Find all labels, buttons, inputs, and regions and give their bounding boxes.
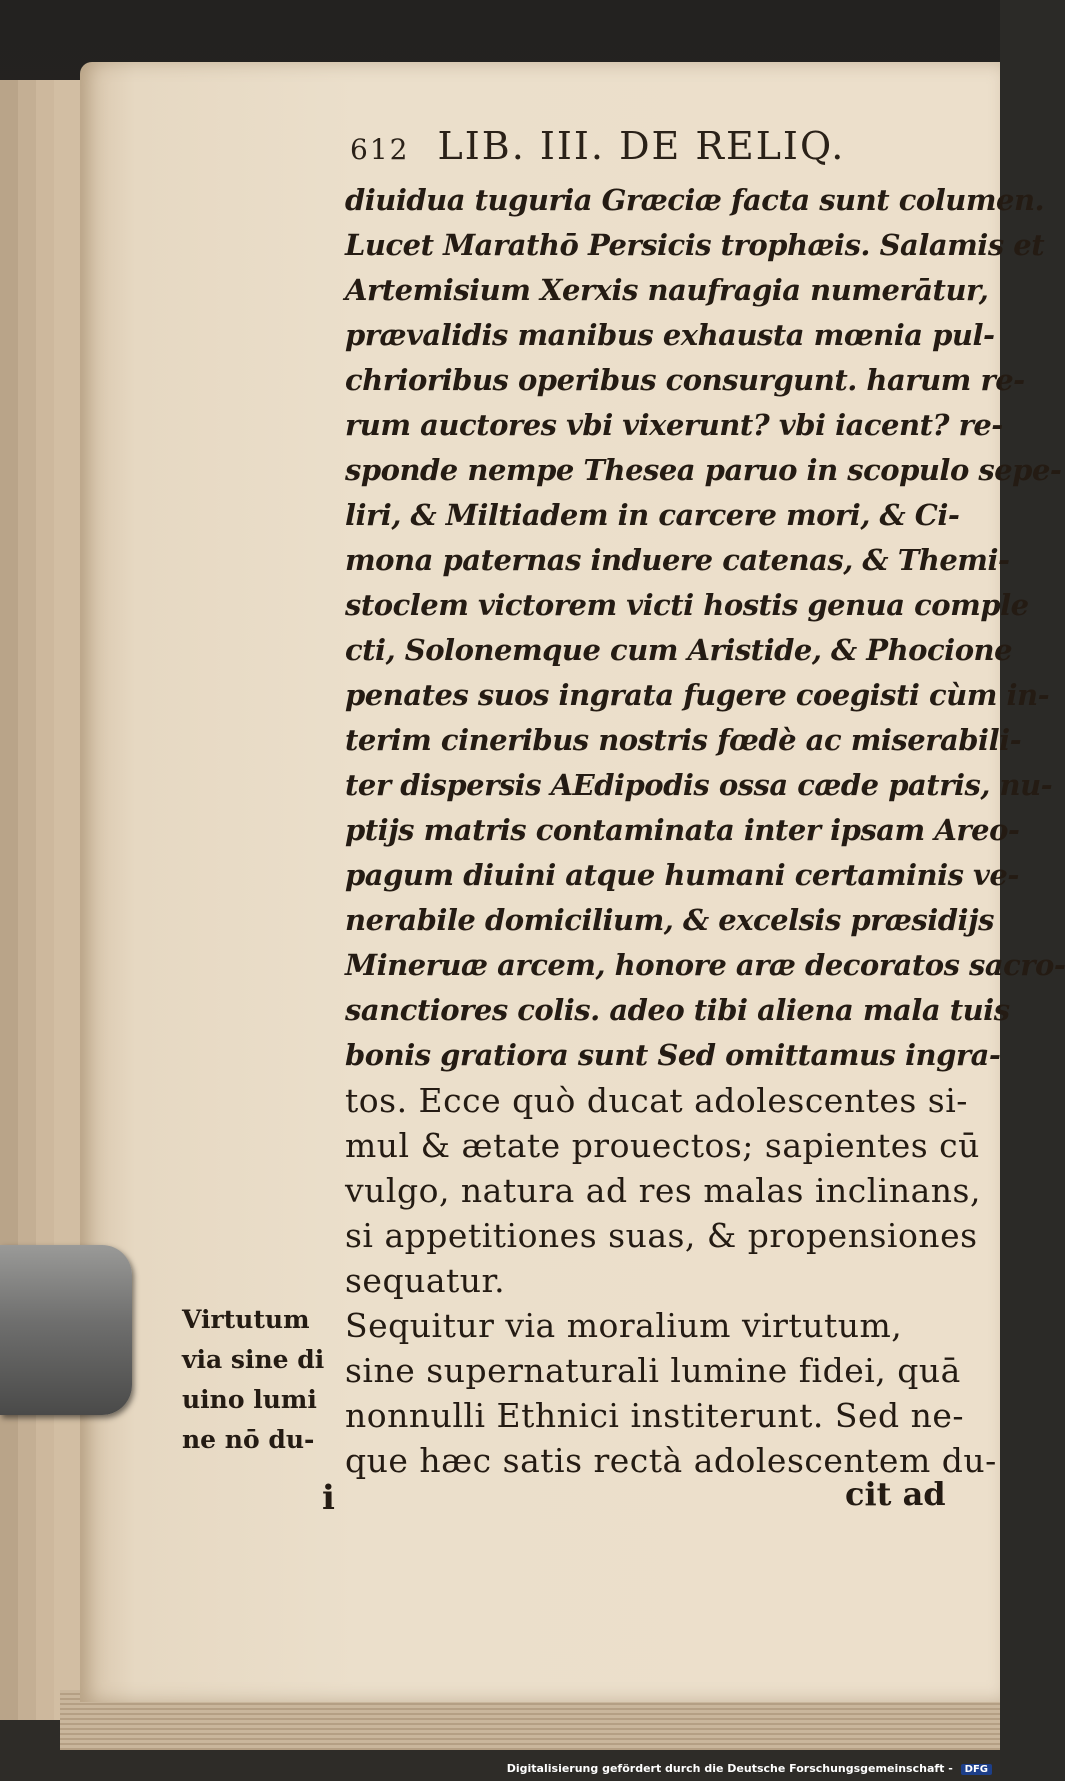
book-clip — [0, 1245, 132, 1415]
text-line: vulgo, natura ad res malas inclinans, — [345, 1171, 981, 1210]
body-text — [345, 178, 1065, 1483]
text-line: Lucet Marathō Persicis trophæis. Salamis et — [345, 228, 1045, 262]
text-line: si appetitiones suas, & propensiones — [345, 1216, 978, 1255]
text-line: terim cineribus nostris fœdè ac miserabili- — [345, 723, 1022, 757]
text-line: nonnulli Ethnici institerunt. Sed ne- — [345, 1396, 965, 1435]
text-line: diuidua tuguria Græciæ facta sunt columen. — [345, 183, 1045, 217]
page-number: 612 — [350, 133, 410, 166]
footer-credit — [507, 1762, 992, 1775]
text-line: cti, Solonemque cum Aristide, & Phocione — [345, 633, 1013, 667]
text-line: sanctiores colis. adeo tibi aliena mala tuis — [345, 993, 1010, 1027]
dfg-logo: DFG — [961, 1764, 992, 1775]
running-title: LIB. III. DE RELIQ. — [437, 124, 846, 168]
text-line: sequatur. — [345, 1261, 506, 1300]
text-line: rum auctores vbi vixerunt? vbi iacent? re- — [345, 408, 1003, 442]
text-line: Artemisium Xerxis naufragia numerātur, — [345, 273, 989, 307]
margin-note — [182, 1300, 342, 1460]
text-line: stoclem victorem victi hostis genua comple — [345, 588, 1029, 622]
text-line: que hæc satis rectà adolescentem du- — [345, 1441, 997, 1480]
text-line: bonis gratiora sunt Sed omittamus ingra- — [345, 1038, 1001, 1072]
margin-note-line: ne nō du- — [182, 1425, 315, 1454]
margin-note-line: uino lumi — [182, 1385, 317, 1414]
text-line: Mineruæ arcem, honore aræ decoratos sacro- — [345, 948, 1065, 982]
text-line: tos. Ecce quò ducat adolescentes si- — [345, 1081, 968, 1120]
text-line: liri, & Miltiadem in carcere mori, & Ci- — [345, 498, 960, 532]
text-line: Sequitur via moralium virtutum, — [345, 1306, 903, 1345]
text-line: mona paternas induere catenas, & Themi- — [345, 543, 1010, 577]
footer-credit-text: Digitalisierung gefördert durch die Deutsche Forschungsgemeinschaft - — [506, 1762, 953, 1775]
text-line: prævalidis manibus exhausta mœnia pul- — [345, 318, 995, 352]
signature-mark: i — [322, 1478, 335, 1518]
catchword: cit ad — [845, 1475, 946, 1513]
margin-note-line: via sine di — [182, 1345, 325, 1374]
text-line: ptijs matris contaminata inter ipsam Areo- — [345, 813, 1020, 847]
text-line: pagum diuini atque humani certaminis ve- — [345, 858, 1019, 892]
text-line: penates suos ingrata fugere coegisti cùm in- — [345, 678, 1050, 712]
text-line: chrioribus operibus consurgunt. harum re- — [345, 363, 1025, 397]
margin-note-line: Virtutum — [182, 1305, 310, 1334]
text-line: sine supernaturali lumine fidei, quā — [345, 1351, 961, 1390]
text-line: nerabile domicilium, & excelsis præsidijs — [345, 903, 994, 937]
text-line: mul & ætate prouectos; sapientes cū — [345, 1126, 980, 1165]
text-line: sponde nempe Thesea paruo in scopulo sepe- — [345, 453, 1062, 487]
text-line: ter dispersis AEdipodis ossa cæde patris, nu- — [345, 768, 1053, 802]
running-header — [350, 124, 930, 174]
